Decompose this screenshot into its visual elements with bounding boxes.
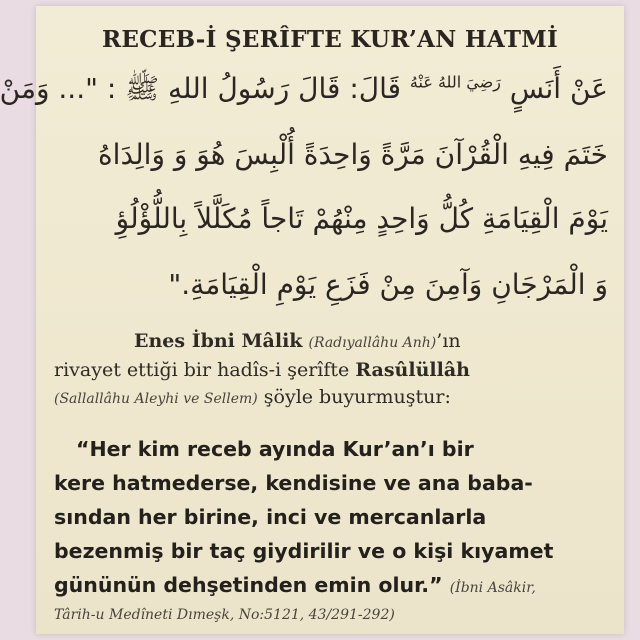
narrator-name: Enes İbni Mâlik (134, 330, 303, 352)
intro-line-3: şöyle buyurmuştur: (263, 386, 451, 408)
intro-line-2: rivayet ettiği bir hadîs-i şerîfte (54, 359, 350, 381)
quote-line-1: “Her kim receb ayında Kur’an’ı bir (76, 437, 474, 461)
arabic-line-4: وَ الْمَرْجَانِ وَآمِنَ مِنْ فَزَعِ يَوْمِ الْقِيَامَةِ." (168, 268, 608, 301)
arabic-line-1 (0, 72, 608, 112)
hadith-translation (54, 432, 612, 625)
quote-line-4: bezenmiş bir taç giydirilir ve o kişi kıyamet (54, 539, 554, 563)
page-title: RECEB-İ ŞERÎFTE KUR’AN HATMİ (101, 26, 559, 53)
arabic-line-2: خَتَمَ فِيهِ الْقُرْآنَ مَرَّةً وَاحِدَةً أُلْبِسَ هُوَ وَ وَالِدَاهُ (98, 138, 608, 171)
quote-line-5: gününün dehşetinden emin olur.” (54, 573, 443, 597)
source-citation-end: Târih-u Medîneti Dımeşk, No:5121, 43/291-292) (54, 607, 395, 623)
arabic-line-1-start: عَنْ أَنَسٍ (509, 72, 608, 105)
quote-line-2: kere hatmederse, kendisine ve ana baba- (54, 471, 533, 495)
rasul-name: Rasûlüllâh (355, 359, 470, 381)
book-page-photo (0, 6, 624, 634)
radiy-honorific: (Radıyallâhu Anh) (308, 335, 437, 351)
arabic-line-1-end: : "... وَمَنْ (0, 72, 117, 105)
honorific-text: رَضِيَ اللهُ عَنْهُ (409, 72, 501, 92)
salawat-symbol: ﷺ (125, 72, 160, 105)
arabic-line-3: يَوْمَ الْقِيَامَةِ كُلُّ وَاحِدٍ مِنْهُمْ تَاجاً مُكَلَّلاً بِاللُّؤْلُؤِ (115, 202, 608, 235)
sallallahu-honorific: (Sallallâhu Aleyhi ve Sellem) (54, 391, 258, 407)
quote-line-3: sından her birine, inci ve mercanlarla (54, 505, 487, 529)
source-citation-start: (İbni Asâkir, (449, 580, 536, 596)
name-suffix: ’ın (436, 330, 461, 352)
intro-paragraph (54, 328, 614, 413)
arabic-line-1-middle: قَالَ: قَالَ رَسُولُ اللهِ (167, 72, 402, 105)
